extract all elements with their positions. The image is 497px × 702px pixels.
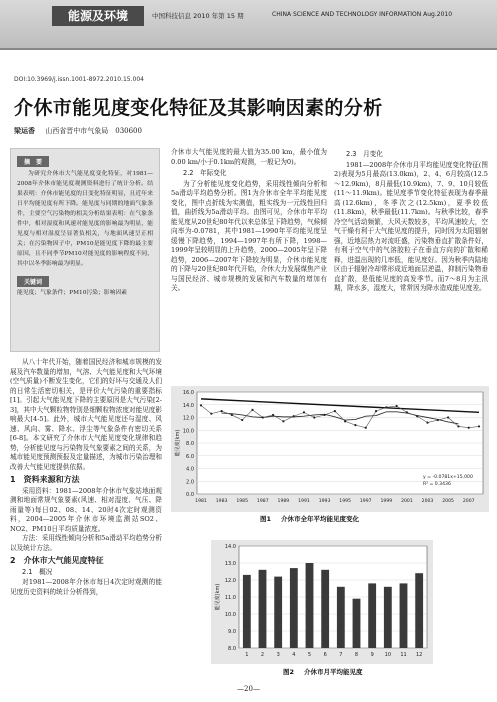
- section-2-heading: 2 介休市大气能见度特征: [10, 556, 104, 565]
- figure-2-x-tick: 6: [323, 652, 327, 658]
- figure-2-number: 图2: [283, 668, 295, 676]
- figure-1-data-point: [478, 425, 480, 427]
- figure-1-data-point: [396, 405, 398, 407]
- figure-2-y-tick: 14.0: [224, 544, 236, 550]
- abstract-heading: 摘 要: [17, 156, 49, 167]
- author-name: 梁运香: [14, 127, 35, 135]
- figure-1-x-tick: 1993: [318, 499, 331, 504]
- figure-1-x-tick: 1987: [256, 499, 269, 504]
- figure-1-x-tick: 1995: [339, 499, 351, 504]
- figure-2-bar: [400, 583, 408, 648]
- figure-2-x-tick: 5: [307, 652, 312, 658]
- figure-1-data-point: [220, 410, 222, 412]
- figure-2-x-tick: 4: [292, 652, 296, 658]
- figure-1-data-point: [447, 416, 449, 418]
- figure-2-title: 介休市月平均能见度: [304, 668, 363, 676]
- abstract-box: [10, 148, 160, 352]
- figure-2-bar: [259, 570, 267, 648]
- figure-1-data-point: [323, 414, 325, 416]
- figure-1-data-point: [365, 427, 367, 429]
- figure-1-r-squared: R² = 0.3436: [423, 482, 451, 487]
- figure-2-y-tick: 11.0: [224, 595, 236, 601]
- data-paragraph: 采用资料：1981—2008年介休市气象站地面观测和地面常规气象要素(风速、相对湿度、气压、降雨量等)每日02、08、14、20时4次定时观测资料，2004—2005年介休市环境监测站SO2、NO2、PM10日平均质量浓度。: [10, 486, 162, 533]
- figure-1-data-point: [468, 427, 470, 429]
- author-line: [14, 126, 142, 136]
- journal-name-cn: 中国科技信息 2010 年第 15 期: [152, 12, 244, 20]
- figure-1-data-point: [344, 420, 346, 422]
- figure-1-data-point: [457, 425, 459, 427]
- author-affiliation: 山西省晋中市气象局 030600: [45, 127, 142, 135]
- doi: DOI:10.3969/j.issn.1001-8972.2010.15.004: [14, 76, 144, 83]
- keywords-heading: 关键词: [17, 276, 49, 287]
- figure-1-data-point: [354, 424, 356, 426]
- figure-1-data-point: [313, 416, 315, 418]
- overview-paragraph: 对1981—2008年介休市每日4次定时观测的能见度历史资料的统计分析得到，: [10, 578, 162, 596]
- figure-2-x-tick: 1: [245, 652, 249, 658]
- figure-1-y-tick: 16.0: [182, 390, 194, 396]
- figure-1-data-point: [375, 410, 377, 412]
- figure-1-data-point: [426, 422, 428, 424]
- figure-1-x-tick: 2005: [442, 499, 454, 504]
- figure-1-data-point: [262, 416, 264, 418]
- figure-2-x-tick: 10: [384, 652, 392, 658]
- figure-1-y-tick: 14.0: [182, 402, 194, 409]
- figure-2-bar: [306, 563, 314, 648]
- figure-1-caption: [260, 514, 369, 523]
- figure-2-x-tick: 9: [370, 652, 374, 658]
- figure-2-x-tick: 7: [339, 652, 343, 658]
- figure-1-x-tick: 1985: [236, 499, 249, 504]
- middle-column: [171, 148, 327, 294]
- figure-1-y-tick: 8.0: [186, 441, 194, 447]
- figure-1-y-tick: 6.0: [186, 453, 194, 460]
- figure-1-chart: [171, 386, 489, 512]
- figure-1-y-tick: 0.0: [186, 492, 194, 498]
- range-paragraph: 介休市大气能见度的最大值为35.00 km，最小值为0.00 km/小于0.1km的观测，一般记为0)。: [171, 148, 327, 166]
- figure-1-data-point: [210, 413, 212, 415]
- figure-1-title: 介休市全年平均能见度变化: [281, 515, 360, 523]
- figure-1-y-tick: 4.0: [186, 466, 194, 473]
- figure-2-caption: [283, 667, 373, 676]
- figure-2-bar: [415, 573, 423, 648]
- figure-2-bar: [290, 568, 298, 648]
- method-paragraph: 方法：采用线性倾向分析和5a滑动平均趋势分析以及统计方法。: [10, 534, 163, 552]
- section-2-1-heading: 2.1 概况: [22, 567, 53, 576]
- left-column: [10, 358, 162, 597]
- interannual-paragraph: 为了分析能见度变化趋势，采用线性倾向分析和5a滑动平均趋势分析。图1为介休市全年平均能见度变化，图中点折线为实测值，粗实线为一元线性回归值，曲折线为5a滑动平均。由图可见，介休市年平均能见度从20世纪80年代以来总体呈下降趋势，气候倾向率为-0.0781，其中1981—1990年平均能见度呈缓慢下降趋势，1994—1997年有所下降，1998—1999年呈较明显的上升趋势，2000—2005年呈下降趋势，2006—2007年下降较为明显，介休市能见度的下降与20世纪80年代开始，介休大力发展煤焦产业与国民经济、城市规模的发展和汽车数量的增加有关。: [171, 179, 327, 292]
- figure-1-x-tick: 1981: [195, 499, 207, 504]
- figure-1-number: 图1: [260, 515, 272, 523]
- monthly-paragraph: 1981—2008年介休市月平均能见度变化特征(图2)表现为5月最高(13.0km)，2、4、6月较高(12.5～12.9km)，8月最低(10.9km)，7、9、10月较低(11～11.9km)。能见度季节变化特征表现为春季最高(12.6km)，冬季次之(12.5km)，夏季较低(11.8km)，秋季最低(11.7km)。与秋季比较，春季冷空气活动频繁，大风天数较多，平均风速较大，空气干燥有利于大气能见度的提升，同时因为太阳辐射强，近地层热力对流旺盛，污染物垂直扩散条件好，有利于空气中的气溶胶粒子在垂直方向的扩散和稀释，进温出现的几率低，能见度好。因为秋季内陆地区由于辐射冷却常形成近地面层逆温，抑制污染物垂直扩散，是低能见度的高发季节。而7～8月为主汛期，降水多，湿度大，常常因为降水造成能见度差。: [334, 160, 488, 292]
- figure-1-data-point: [303, 411, 305, 413]
- figure-1-equation: y = -0.0781x+15.000: [423, 475, 473, 480]
- intro-paragraph: 从八十年代开始，随着国民经济和城市规模的发展及汽车数量的增加，气溶、大气能见度和大气环境(空气质量)不断发生变化，它们的好坏与交通及人们的日常生活密切相关，是评价大气污染的重要指标[1]。引起大气能见度下降的主要原因是大气污染[2-3]，其中大气颗粒物特别是细颗粒物浓度对能见度影响最大[4-5]。此外，城市大气能见度还与湿度、风速、风向、雾、降水、浮尘等气象条件有密切关系[6-8]。本文研究了介休市大气能见度变化规律和趋势，分析能见度与污染物及气象要素之间的关系，为城市能见度预测预报及定量描述，为城市污染治理和改善大气能见度提供依据。: [10, 358, 162, 471]
- figure-2-x-tick: 3: [276, 652, 280, 658]
- figure-1-x-tick: 2001: [401, 499, 413, 504]
- figure-2-bar: [274, 577, 282, 648]
- figure-1-y-tick: 12.0: [182, 415, 194, 422]
- figure-1-x-tick: 1997: [359, 499, 372, 504]
- keywords-text: 能见度；气象条件；PM10污染；影响因素: [17, 290, 127, 296]
- figure-1-y-tick: 2.0: [186, 479, 194, 486]
- right-column: [334, 148, 488, 294]
- figure-1-data-point: [282, 420, 284, 422]
- figure-2-y-tick: 8.0: [228, 646, 236, 652]
- figure-1-x-tick: 1989: [277, 499, 290, 504]
- figure-1-data-point: [437, 419, 439, 421]
- figure-2-x-tick: 8: [354, 652, 359, 658]
- article-title: 介休市能见度变化特征及其影响因素的分析: [14, 97, 383, 119]
- figure-2-bar: [321, 570, 329, 648]
- figure-2-x-tick: 2: [260, 652, 265, 658]
- figure-2-y-tick: 12.0: [224, 578, 236, 584]
- section-1-heading: 1 资料来源和方法: [10, 475, 80, 484]
- figure-2-x-tick: 12: [415, 652, 423, 658]
- abstract-text: 为研究介休市大气能见度变化特征，对1981—2008年介休市能见度观测资料进行了统计分析。结果表明：介休市能见度的日变化特征明显，且近年来日平均能见度有所下降。能见度与同期的地面气象条件，主要空气污染物的相关分析结果表明：在气象条件中，相对湿度和风速对能见度的影响最为明显，能见度与相对湿度呈显著负相关，与地面风速呈正相关；在污染物因子中，PM10是能见度下降的最主要原因，且不同季节PM10对能见度的影响程度不同，其中以冬季影响最为明显。: [17, 171, 153, 267]
- figure-1-data-point: [416, 415, 418, 417]
- journal-name-en: CHINA SCIENCE AND TECHNOLOGY INFORMATION Aug.2010: [272, 11, 453, 18]
- figure-1-x-tick: 2007: [462, 499, 475, 504]
- figure-1-y-tick: 10.0: [182, 428, 194, 435]
- figure-1-data-point: [406, 411, 408, 413]
- figure-1-data-point: [231, 414, 233, 416]
- figure-2-bar: [384, 587, 392, 648]
- figure-1-data-point: [293, 415, 295, 417]
- figure-2-y-tick: 10.0: [224, 612, 236, 618]
- figure-2-bar: [368, 583, 376, 648]
- figure-1-data-point: [385, 406, 387, 408]
- figure-1-data-point: [200, 404, 202, 406]
- figure-1-x-tick: 1999: [380, 499, 393, 504]
- figure-2-bar: [353, 599, 361, 648]
- figure-1-y-axis-label: 能见度(km): [175, 429, 181, 457]
- column-banner: 能源及环境: [52, 6, 144, 26]
- figure-1-data-point: [272, 414, 274, 416]
- figure-2-bar: [337, 587, 345, 648]
- figure-2-chart: [211, 540, 433, 664]
- figure-2-y-tick: 9.0: [228, 629, 236, 635]
- figure-1-data-point: [251, 409, 253, 411]
- figure-2-y-tick: 13.0: [224, 561, 236, 567]
- figure-1-data-point: [334, 410, 336, 412]
- figure-2-x-tick: 11: [400, 652, 407, 658]
- figure-2-y-axis-label: 能见度(km): [215, 583, 221, 611]
- figure-1-data-point: [241, 419, 243, 421]
- section-2-2-heading: 2.2 年际变化: [183, 169, 227, 177]
- figure-2-bar: [243, 575, 251, 648]
- section-2-3-heading: 2.3 月变化: [346, 150, 383, 158]
- figure-1-x-tick: 1983: [215, 499, 228, 504]
- figure-1-x-tick: 1991: [298, 499, 310, 504]
- figure-1-x-tick: 2003: [421, 499, 434, 504]
- page-number: —20—: [237, 685, 260, 693]
